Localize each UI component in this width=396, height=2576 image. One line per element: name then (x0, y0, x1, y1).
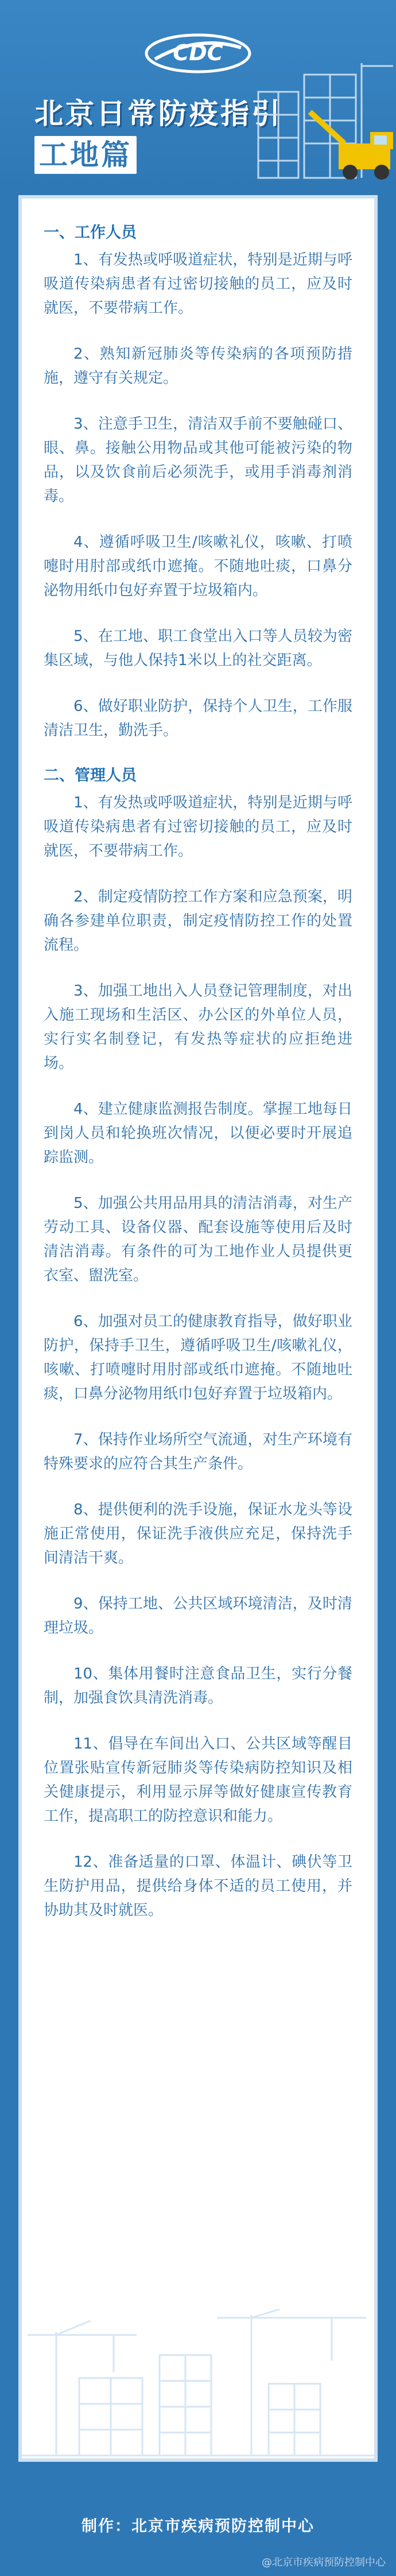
title-line-2: 工地篇 (34, 136, 137, 174)
title-line-1: 北京日常防疫指引 (34, 97, 282, 130)
list-item: 2、熟知新冠肺炎等传染病的各项预防措施，遵守有关规定。 (44, 345, 352, 387)
list-item: 3、加强工地出入人员登记管理制度，对出入施工现场和生活区、办公区的外单位人员，实行实名制登记，有发热等症状的应拒绝进场。 (44, 982, 352, 1072)
list-item: 4、遵循呼吸卫生/咳嗽礼仪，咳嗽、打喷嚏时用肘部或纸巾遮掩。不随地吐痰，口鼻分泌物用纸巾包好弃置于垃圾箱内。 (44, 534, 352, 599)
list-item: 5、加强公共用品用具的清洁消毒，对生产劳动工具、设备仪器、配套设施等使用后及时清洁消毒。有条件的可为工地作业人员提供更衣室、盥洗室。 (44, 1195, 352, 1284)
section-heading: 二、管理人员 (44, 767, 137, 784)
construction-illustration-icon (247, 57, 396, 189)
list-item: 3、注意手卫生，清洁双手前不要触碰口、眼、鼻。接触公用物品或其他可能被污染的物品，以及饮食前后必须洗手，或用手消毒剂消毒。 (44, 415, 352, 505)
weibo-watermark: @北京市疾病预防控制中心 (262, 2556, 386, 2569)
list-item: 1、有发热或呼吸道症状，特别是近期与呼吸道传染病患者有过密切接触的员工，应及时就医，不要带病工作。 (44, 794, 352, 860)
cdc-logo-icon (143, 32, 253, 75)
section-workers (44, 222, 352, 743)
list-item: 8、提供便利的洗手设施，保证水龙头等设施正常使用，保证洗手液供应充足，保持洗手间清洁干爽。 (44, 1501, 352, 1567)
list-item: 6、加强对员工的健康教育指导，做好职业防护，保持手卫生，遵循呼吸卫生/咳嗽礼仪，咳嗽、打喷嚏时用肘部或纸巾遮掩。不随地吐痰，口鼻分泌物用纸巾包好弃置于垃圾箱内。 (44, 1313, 352, 1402)
logo-text: CDC (173, 40, 223, 65)
list-item: 10、集体用餐时注意食品卫生，实行分餐制，加强食饮具清洗消毒。 (44, 1665, 352, 1707)
list-item: 7、保持作业场所空气流通，对生产环境有特殊要求的应符合其生产条件。 (44, 1431, 352, 1472)
section-heading: 一、工作人员 (44, 224, 137, 242)
crane-truck-icon (310, 112, 393, 180)
list-item: 11、倡导在车间出入口、公共区域等醒目位置张贴宣传新冠肺炎等传染病防控知识及相关健康提示，利用显示屏等做好健康宣传教育工作，提高职工的防控意识和能力。 (44, 1735, 352, 1825)
list-item: 5、在工地、职工食堂出入口等人员较为密集区域，与他人保持1米以上的社交距离。 (44, 628, 352, 669)
list-item: 2、制定疫情防控工作方案和应急预案，明确各参建单位职责，制定疫情防控工作的处置流程。 (44, 888, 352, 954)
list-item: 4、建立健康监测报告制度。掌握工地每日到岗人员和轮换班次情况，以便必要时开展追踪监测。 (44, 1101, 352, 1166)
content-panel (18, 195, 378, 2462)
header-banner (0, 0, 396, 189)
list-item: 9、保持工地、公共区域环境清洁，及时清理垃圾。 (44, 1595, 352, 1637)
list-item: 1、有发热或呼吸道症状，特别是近期与呼吸道传染病患者有过密切接触的员工，应及时就医，不要带病工作。 (44, 251, 352, 317)
footer-credit: 制作：北京市疾病预防控制中心 (81, 2517, 315, 2535)
list-item: 6、做好职业防护，保持个人卫生，工作服清洁卫生，勤洗手。 (44, 698, 352, 739)
footer (0, 2485, 396, 2576)
list-item: 12、准备适量的口罩、体温计、碘伏等卫生防护用品，提供给身体不适的员工使用，并协助其及时就医。 (44, 1854, 352, 1919)
page-title (34, 95, 282, 174)
section-managers (44, 764, 352, 1922)
construction-skyline-icon (22, 2309, 374, 2458)
